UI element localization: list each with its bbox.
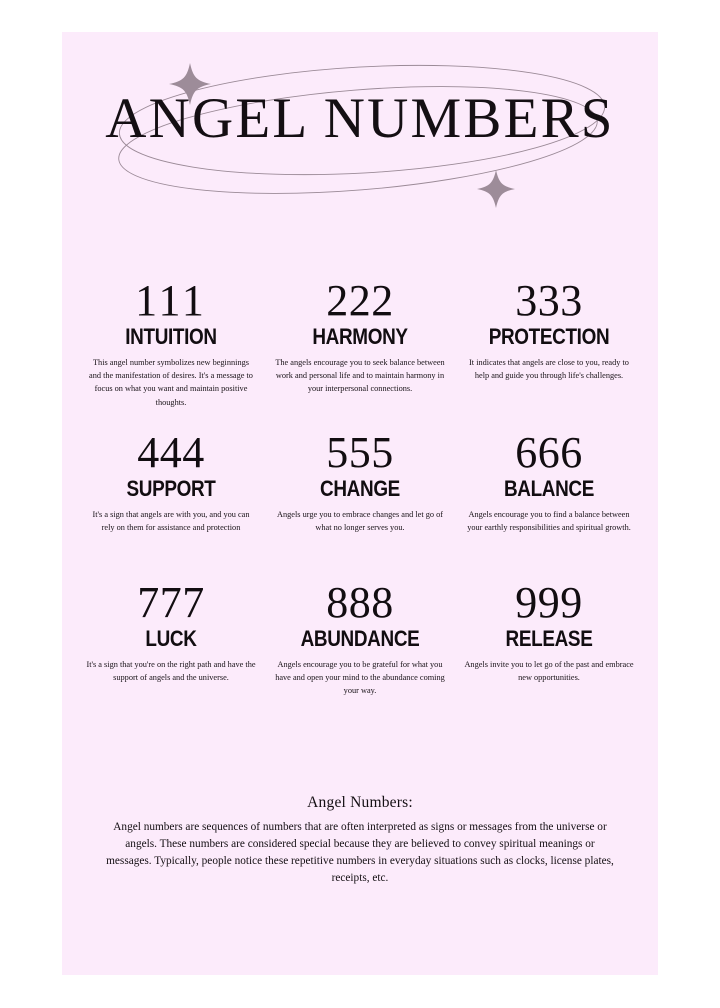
poster-header — [62, 32, 658, 222]
number-card-333 — [460, 278, 638, 430]
number-label: RELEASE — [505, 625, 593, 651]
footer-body: Angel numbers are sequences of numbers that are often interpreted as signs or messages from the universe or angels. These numbers are considered special because they are believed to convey spiritual meanings or messages. Typically, people notice these repetitive numbers in everyday situations such as clocks, license plates, receipts, etc. — [106, 821, 614, 885]
angel-numbers-grid — [82, 278, 638, 700]
number-value: 888 — [326, 578, 394, 627]
number-label: PROTECTION — [488, 323, 610, 349]
number-value: 777 — [137, 578, 205, 627]
number-card-555 — [271, 430, 449, 580]
footer-heading: Angel Numbers: — [307, 794, 413, 811]
number-value: 444 — [137, 428, 205, 477]
number-value: 333 — [515, 276, 583, 325]
number-description: Angels encourage you to find a balance between your earthly responsibilities and spiritual growth. — [467, 509, 631, 532]
number-value: 555 — [326, 428, 394, 477]
number-label: BALANCE — [503, 475, 595, 501]
number-label: HARMONY — [312, 323, 408, 349]
number-label: LUCK — [145, 625, 197, 651]
number-value: 222 — [326, 276, 394, 325]
number-description: Angels encourage you to be grateful for what you have and open your mind to the abundance coming your way. — [275, 659, 445, 696]
number-value: 666 — [515, 428, 583, 477]
number-description: It's a sign that angels are with you, and you can rely on them for assistance and protection — [92, 509, 250, 532]
number-description: This angel number symbolizes new beginnings and the manifestation of desires. It's a message to focus on what you want and maintain positive thoughts. — [89, 357, 253, 407]
number-value: 111 — [135, 276, 207, 325]
number-label: INTUITION — [125, 323, 217, 349]
number-description: Angels urge you to embrace changes and let go of what no longer serves you. — [277, 509, 443, 532]
number-card-999 — [460, 580, 638, 700]
poster-panel — [62, 32, 658, 975]
number-card-777 — [82, 580, 260, 700]
number-card-111 — [82, 278, 260, 430]
number-card-666 — [460, 430, 638, 580]
number-card-888 — [271, 580, 449, 700]
number-label: ABUNDANCE — [300, 625, 420, 651]
number-description: The angels encourage you to seek balance between work and personal life and to maintain harmony in your interpersonal connections. — [275, 357, 445, 394]
grid-row-3 — [82, 580, 638, 700]
number-label: SUPPORT — [126, 475, 216, 501]
number-card-444 — [82, 430, 260, 580]
number-description: It indicates that angels are close to you, ready to help and guide you through life's challenges. — [469, 357, 629, 380]
grid-row-2 — [82, 430, 638, 580]
number-card-222 — [271, 278, 449, 430]
grid-row-1 — [82, 278, 638, 430]
number-description: It's a sign that you're on the right path and have the support of angels and the universe. — [86, 659, 256, 682]
sparkle-star-bottom-right — [477, 170, 515, 208]
footer-section — [96, 794, 624, 888]
page-title: ANGEL NUMBERS — [105, 87, 615, 150]
number-value: 999 — [515, 578, 583, 627]
number-description: Angels invite you to let go of the past and embrace new opportunities. — [464, 659, 634, 682]
number-label: CHANGE — [320, 475, 400, 501]
